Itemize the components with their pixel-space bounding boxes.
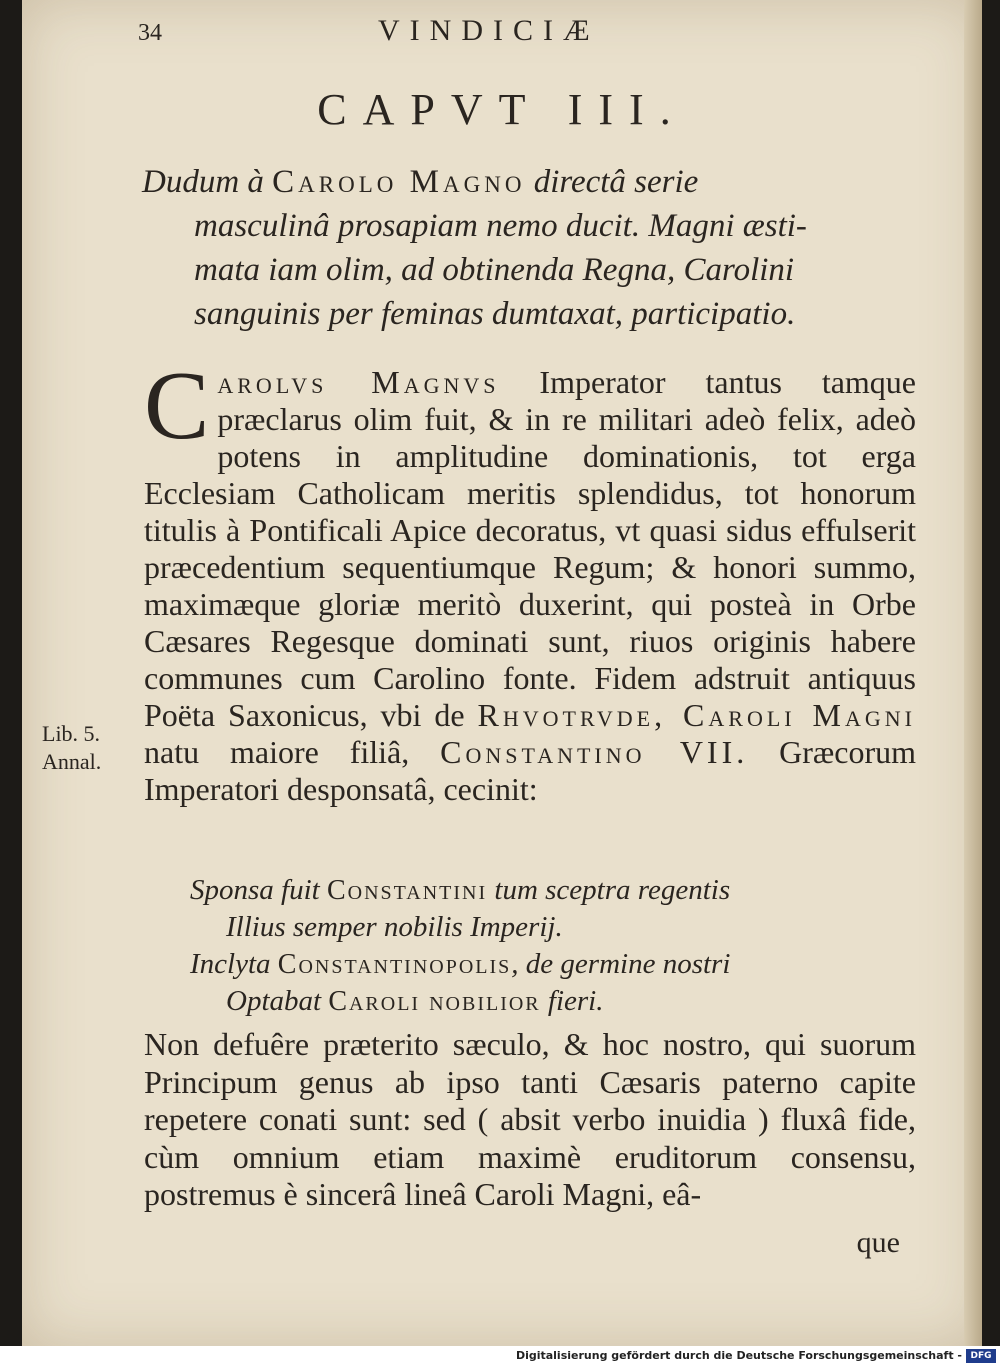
verse-smallcaps: Constantini <box>326 875 488 906</box>
drop-cap: C <box>144 352 210 460</box>
verse-text: Optabat <box>226 985 329 1017</box>
footer-credit: Digitalisierung gefördert durch die Deutsche Forschungsgemeinschaft - <box>515 1349 962 1362</box>
verse-line <box>190 946 910 983</box>
verse-smallcaps: Constantinopolis <box>277 949 512 980</box>
verse-line: Illius semper nobilis Imperij. <box>226 911 563 943</box>
margin-note <box>42 720 142 776</box>
catchword: que <box>856 1226 900 1259</box>
body-smallcaps: arolvs Magnvs <box>217 364 500 400</box>
verse-text: Sponsa fuit <box>190 874 327 906</box>
summary-line <box>142 160 922 204</box>
verse-quotation <box>190 872 910 1020</box>
paragraph: Non defuêre præterito sæculo, & hoc nostro, qui suorum Principum genus ab ipso tanti Cæsaris paterno capite repetere conati sunt: sed ( absit verbo inuidia ) fluxâ fide, cùm omnium etiam maximè eruditorum consensu, postremus è sincerâ lineâ Caroli Magni, eâ- <box>144 1026 916 1212</box>
summary-text: Dudum à <box>142 164 273 200</box>
verse-line <box>226 983 910 1020</box>
dfg-logo: DFG <box>966 1349 996 1363</box>
page-edge <box>964 0 982 1346</box>
verse-text: tum sceptra regentis <box>487 874 731 906</box>
summary-line: mata iam olim, ad obtinenda Regna, Carolini <box>194 252 795 288</box>
verse-text: , de germine nostri <box>511 948 731 980</box>
verse-text: fieri. <box>540 985 604 1017</box>
page-number: 34 <box>138 20 162 46</box>
body-text: Imperator tantus tamque præclarus olim fuit, & in re militari adeò felix, adeò potens in amplitudine dominationis, tot erga Ecclesiam Catholicam meritis splendidus, tot honorum titulis à Pontificali Apice decoratus, vt quasi sidus effulserit præcedentium sequentiumque Regum; & honori summo, maximæque gloriæ meritò duxerint, qui posteà in Orbe Cæsares Regesque dominati sunt, riuos originis habere communes cum Carolino fonte. Fidem adstruit antiquus Poëta Saxonicus, vbi de <box>144 364 917 733</box>
margin-note-line: Lib. 5. <box>42 721 101 746</box>
running-head <box>22 16 982 46</box>
book-page <box>22 0 982 1346</box>
body-smallcaps: Constantino VII. <box>440 734 749 770</box>
body-smallcaps: Rhvotrvde, Caroli Magni <box>477 697 916 733</box>
summary-line: sanguinis per feminas dumtaxat, participatio. <box>194 296 796 332</box>
chapter-summary <box>142 160 922 336</box>
body-paragraph <box>144 352 917 808</box>
summary-smallcaps: Carolo Magno <box>272 164 526 200</box>
body-paragraph-2 <box>144 1026 916 1214</box>
paragraph <box>144 352 917 808</box>
running-title: VINDICIÆ <box>378 14 600 47</box>
summary-text: directâ serie <box>525 164 699 200</box>
verse-line <box>190 872 910 909</box>
verse-smallcaps: Caroli nobilior <box>328 986 541 1017</box>
body-text: natu maiore filiâ, <box>144 734 441 770</box>
body-text: Græcorum Imperatori desponsatâ, cecinit: <box>144 734 917 807</box>
footer-bar <box>0 1346 1000 1366</box>
verse-text: Inclyta <box>190 948 278 980</box>
chapter-title: CAPVT III. <box>317 85 687 134</box>
summary-line: masculinâ prosapiam nemo ducit. Magni æsti- <box>194 208 807 244</box>
margin-note-line: Annal. <box>42 749 102 774</box>
